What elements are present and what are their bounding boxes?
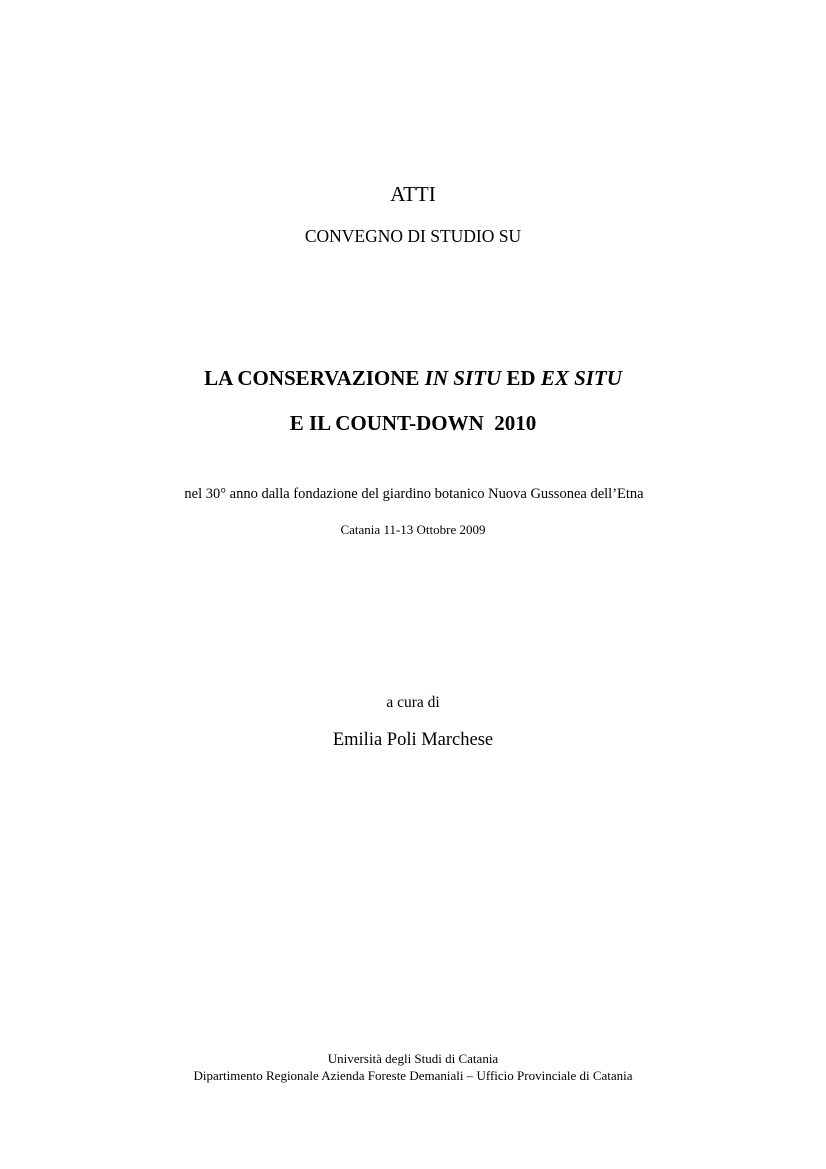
footer-department: Dipartimento Regionale Azienda Foreste Demaniali – Ufficio Provinciale di Catania <box>193 1068 633 1083</box>
editor-name: Emilia Poli Marchese <box>332 730 494 750</box>
title-italic-ex-situ: EX SITU <box>540 366 622 390</box>
conference-label: CONVEGNO DI STUDIO SU <box>304 226 522 246</box>
title-line-2: E IL COUNT-DOWN 2010 <box>289 411 537 435</box>
footer-university: Università degli Studi di Catania <box>327 1051 499 1066</box>
title-text-part2: ED <box>501 366 541 390</box>
occasion-subtitle: nel 30° anno dalla fondazione del giardino botanico Nuova Gussonea dell’Etna <box>184 486 644 502</box>
title-text-part1: LA CONSERVAZIONE <box>204 366 425 390</box>
conference-dates: Catania 11-13 Ottobre 2009 <box>340 522 486 537</box>
title-line-1 <box>0 366 826 391</box>
editor-label: a cura di <box>386 694 440 711</box>
document-label: ATTI <box>390 182 436 206</box>
title-italic-in-situ: IN SITU <box>424 366 502 390</box>
